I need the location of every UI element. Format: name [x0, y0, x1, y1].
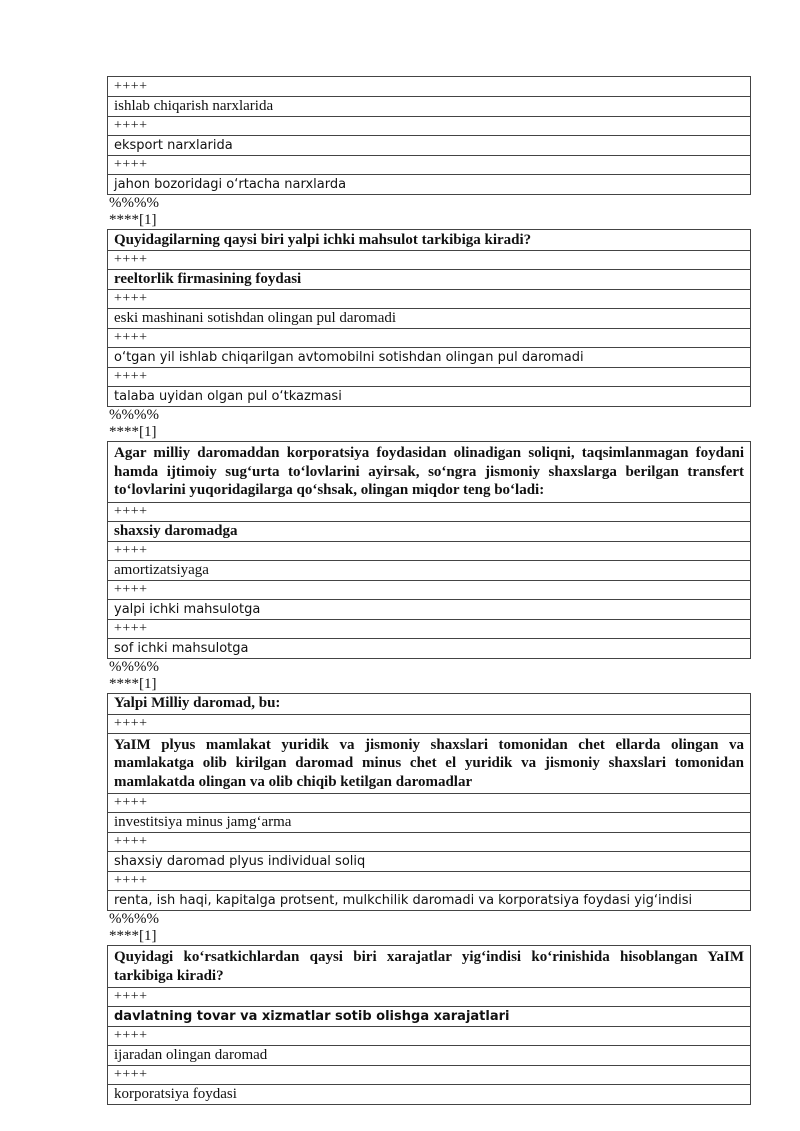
separator-marker: %%%%	[109, 407, 159, 423]
answer-option: jahon bozoridagi o‘rtacha narxlarda	[108, 174, 750, 194]
question-star-marker: ****[1]	[109, 212, 157, 228]
answer-option: investitsiya minus jamg‘arma	[108, 812, 750, 832]
answer-marker: ++++	[108, 793, 750, 812]
question-star-marker: ****[1]	[109, 928, 157, 944]
answer-option: ishlab chiqarish narxlarida	[108, 96, 750, 116]
question-star-marker: ****[1]	[109, 424, 157, 440]
answer-marker: ++++	[108, 367, 750, 386]
question-text: Quyidagi ko‘rsatkichlardan qaysi biri xarajatlar yig‘indisi ko‘rinishida hisoblangan YaIM tarkibiga kiradi?	[114, 949, 744, 984]
answer-marker: ++++	[108, 714, 750, 733]
answer-option: YaIM plyus mamlakat yuridik va jismoniy shaxslari tomonidan chet ellarda olingan va mamlakatga olib kirilgan daromad minus chet el yuridik va jismoniy shaxslari tomonidan mamlakatda olingan va olib chiqib ketilgan daromadlar	[108, 733, 750, 794]
answer-marker: ++++	[108, 289, 750, 308]
test-document	[107, 76, 751, 1105]
answer-marker: ++++	[108, 871, 750, 890]
answer-option: o‘tgan yil ishlab chiqarilgan avtomobilni sotishdan olingan pul daromadi	[108, 347, 750, 367]
answer-marker: ++++	[108, 619, 750, 638]
answer-option: davlatning tovar va xizmatlar sotib olishga xarajatlari	[108, 1006, 750, 1026]
answer-option: talaba uyidan olgan pul o‘tkazmasi	[108, 386, 750, 406]
answer-marker: ++++	[108, 541, 750, 560]
answer-option: renta, ish haqi, kapitalga protsent, mulkchilik daromadi va korporatsiya foydasi yig‘indisi	[108, 890, 750, 910]
separator-marker: %%%%	[109, 911, 159, 927]
question-table	[107, 229, 751, 407]
question-star-marker: ****[1]	[109, 675, 157, 692]
question-table	[107, 441, 751, 659]
answer-marker: ++++	[108, 580, 750, 599]
question-table	[107, 945, 751, 1105]
answer-marker: ++++	[108, 987, 750, 1006]
separator-marker: %%%%	[109, 195, 159, 211]
answer-option: sof ichki mahsulotga	[108, 638, 750, 658]
answer-marker: ++++	[108, 250, 750, 269]
answer-option: reeltorlik firmasining foydasi	[108, 269, 750, 289]
question-table	[107, 693, 751, 912]
question-text: Quyidagilarning qaysi biri yalpi ichki mahsulot tarkibiga kiradi?	[114, 231, 532, 248]
answer-option: eski mashinani sotishdan olingan pul daromadi	[108, 308, 750, 328]
answer-marker: ++++	[108, 832, 750, 851]
answer-marker: ++++	[108, 1026, 750, 1045]
answer-option: shaxsiy daromad plyus individual soliq	[108, 851, 750, 871]
answer-option: shaxsiy daromadga	[108, 521, 750, 541]
answer-marker: ++++	[108, 1065, 750, 1084]
answer-option: yalpi ichki mahsulotga	[108, 599, 750, 619]
question-table	[107, 76, 751, 195]
answer-marker: ++++	[108, 116, 750, 135]
answer-marker: ++++	[108, 502, 750, 521]
separator-marker: %%%%	[109, 658, 159, 675]
question-text: Agar milliy daromaddan korporatsiya foydasidan olinadigan soliqni, taqsimlanmagan foydani hamda ijtimoiy sug‘urta to‘lovlarini ayirsak, so‘ngra jismoniy shaxslarga berilgan transfert to‘lovlarini yuqoridagilarga qo‘shsak, olingan miqdor teng bo‘ladi:	[114, 445, 744, 498]
answer-option: ijaradan olingan daromad	[108, 1045, 750, 1065]
answer-option: korporatsiya foydasi	[108, 1084, 750, 1104]
question-text: Yalpi Milliy daromad, bu:	[114, 695, 281, 712]
answer-marker: ++++	[114, 78, 148, 94]
answer-marker: ++++	[108, 328, 750, 347]
answer-option: amortizatsiyaga	[108, 560, 750, 580]
answer-option: eksport narxlarida	[108, 135, 750, 155]
answer-marker: ++++	[108, 155, 750, 174]
